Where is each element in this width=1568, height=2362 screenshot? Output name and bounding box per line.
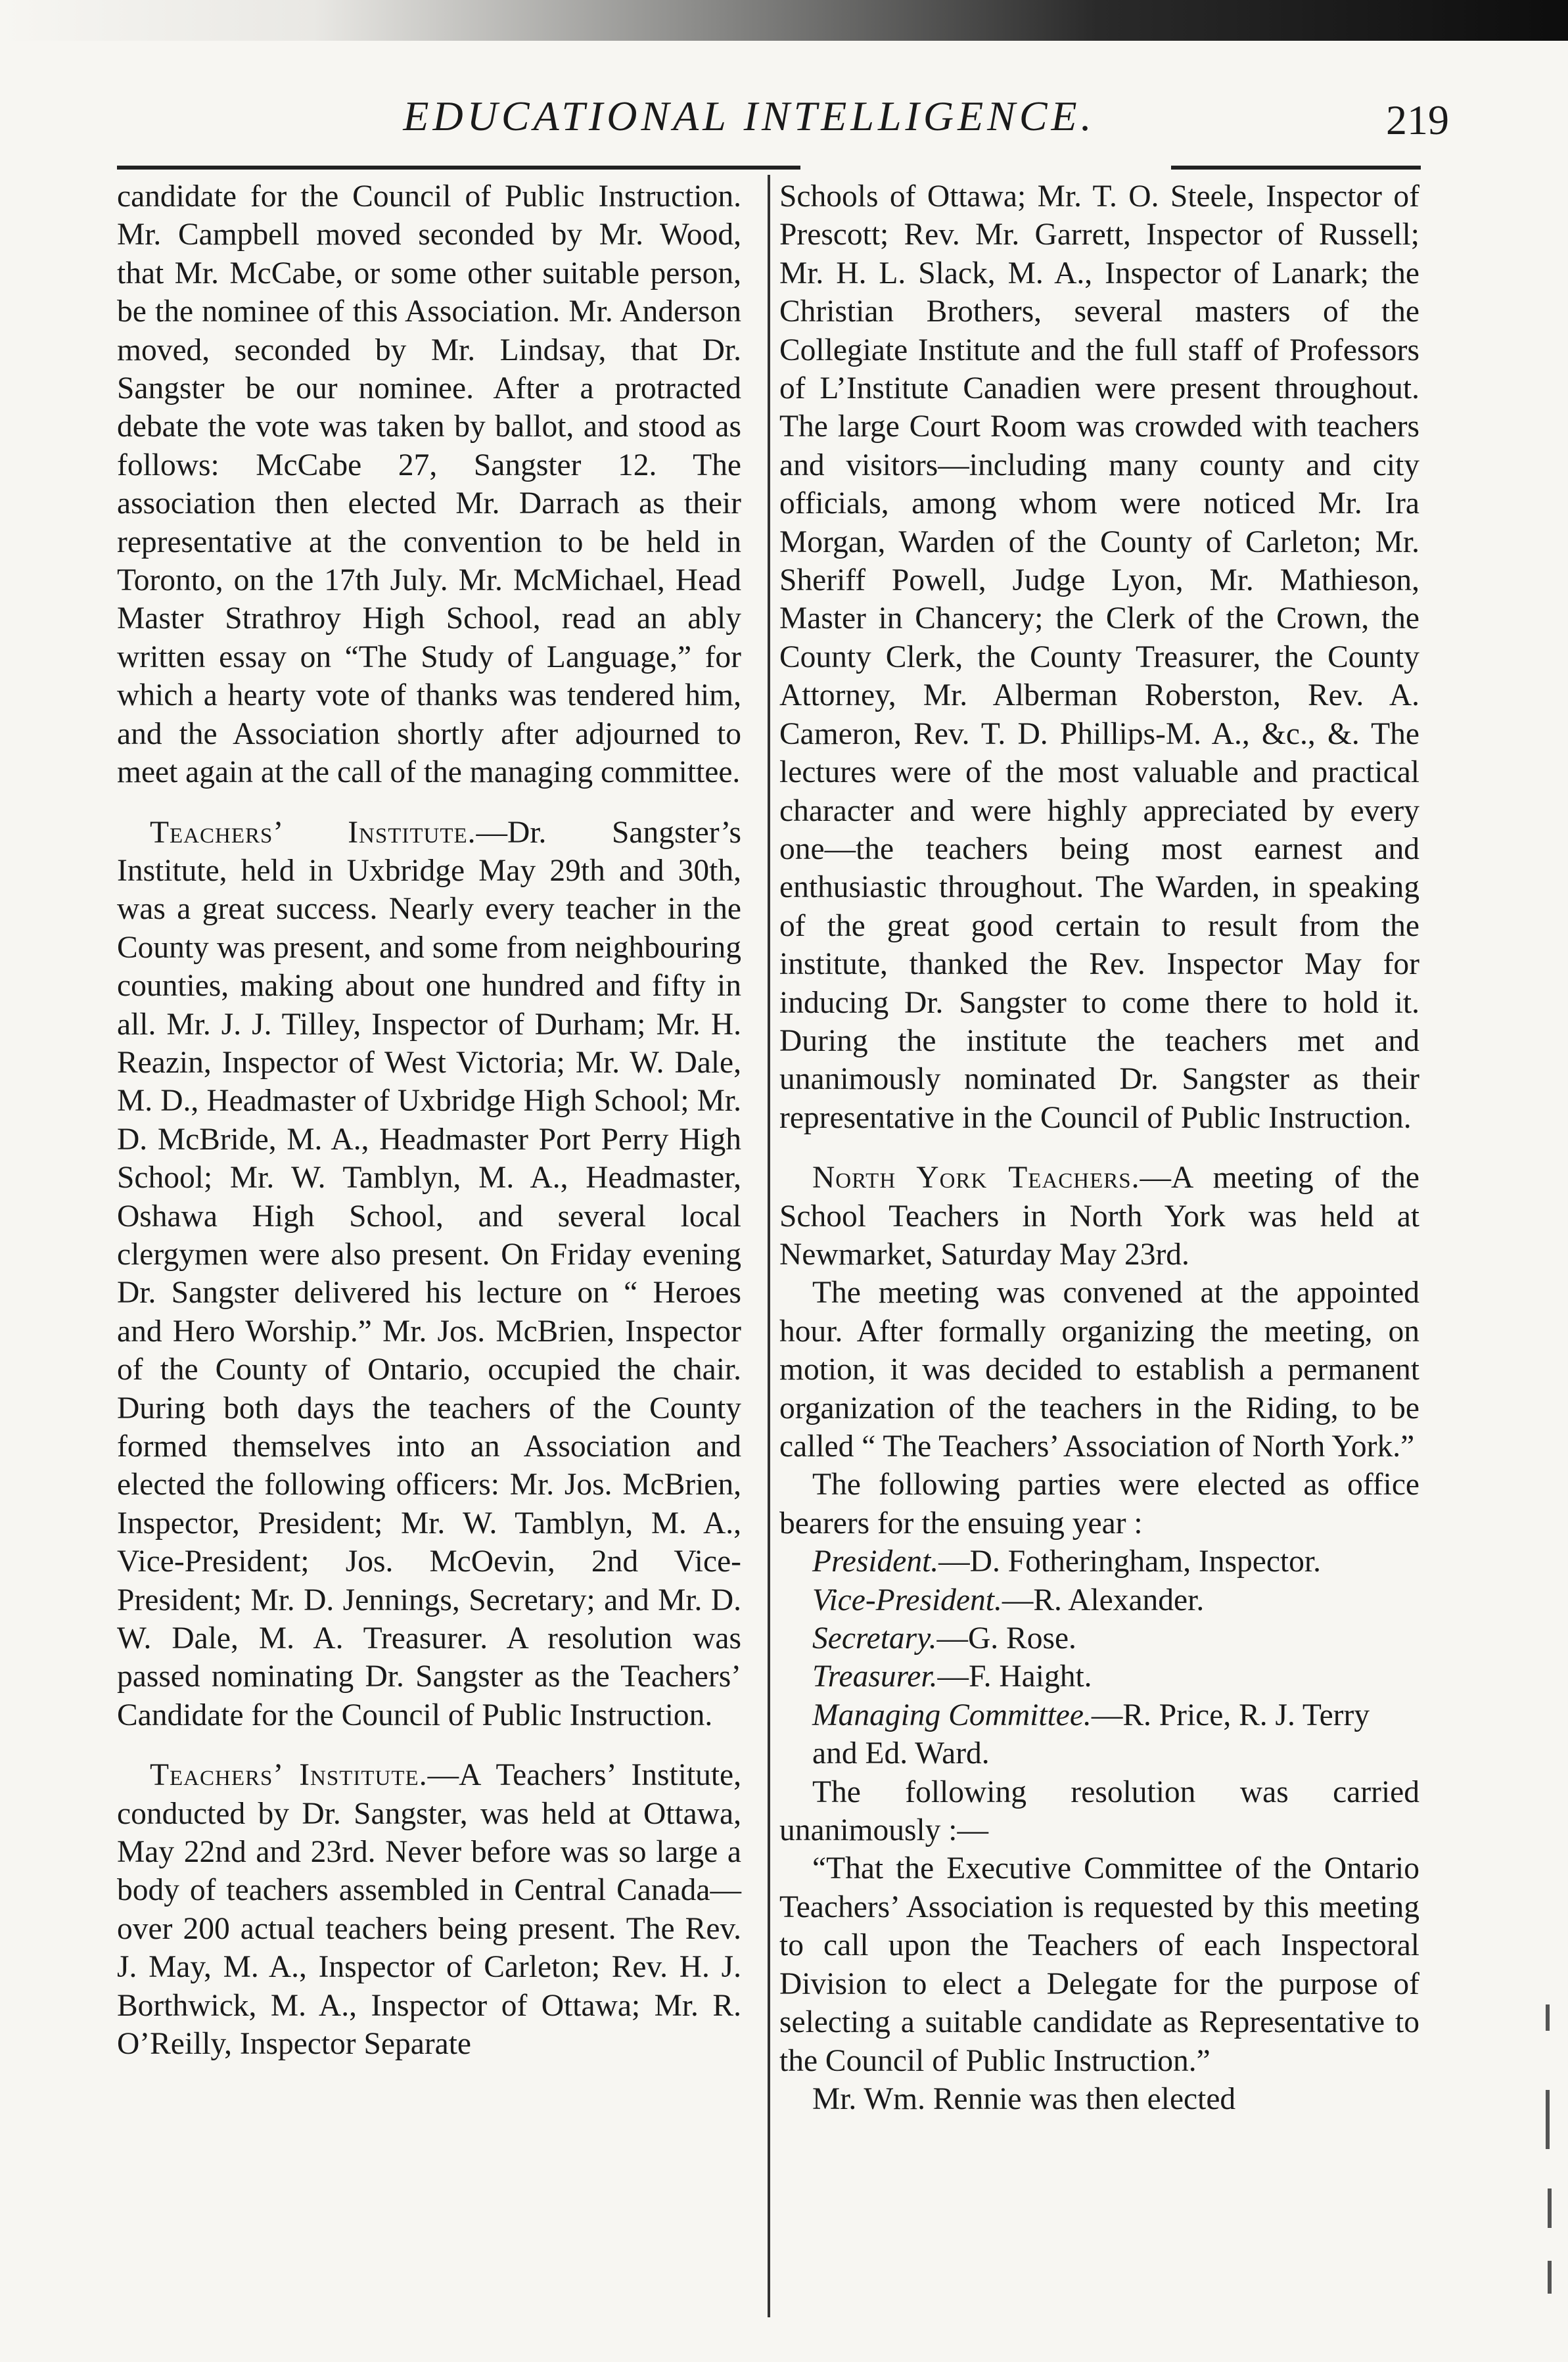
- page-number: 219: [1386, 97, 1449, 143]
- paragraph: [779, 1159, 1419, 1274]
- officer-line: [779, 1696, 1419, 1773]
- paragraph: The meeting was convened at the appointed hour. After formally organizing the meeting, on motion, it was decided to establish a permanent organization of the teachers in the Riding, to be called “ The Teachers’ Association of North York.”: [779, 1276, 1419, 1464]
- officer-role: President.: [812, 1544, 939, 1579]
- paragraph-body: —A Teachers’ Institute, conducted by Dr. Sangster, was held at Ottawa, May 22nd and 23rd. Never before was so large a body of teachers assembled in Central Canada—over 200 actual teachers being present. The Rev. J. May, M. A., Inspector of Carleton; Rev. H. J. Borthwick, M. A., Inspector of Ottawa; Mr. R. O’Reilly, Inspector Separate: [117, 1758, 741, 2062]
- officer-name: —R. Price, R. J. Terry and Ed. Ward.: [812, 1698, 1370, 1771]
- paragraph: The following resolution was carried unanimously :—: [779, 1774, 1419, 1848]
- right-column: [779, 177, 1419, 2118]
- officer-name: —R. Alexander.: [1002, 1583, 1205, 1617]
- officer-line: [779, 1657, 1419, 1696]
- officer-line: [779, 1619, 1419, 1657]
- officer-role: Secretary.: [812, 1621, 937, 1656]
- resolution-quote: “That the Executive Committee of the Ontario Teachers’ Association is requested by this meeting to call upon the Teachers of each Inspectoral Division to elect a Delegate for the purpose of selecting a suitable candidate as Representative to the Council of Public Instruction.”: [779, 1851, 1419, 2078]
- section-heading: Teachers’ Institute.: [150, 1758, 428, 1793]
- officer-name: —G. Rose.: [936, 1621, 1076, 1656]
- officer-role: Treasurer.: [812, 1659, 938, 1694]
- paragraph: Mr. Wm. Rennie was then elected: [812, 2081, 1236, 2116]
- section-heading: Teachers’ Institute.: [150, 815, 476, 850]
- paragraph: candidate for the Council of Public Instruction. Mr. Campbell moved seconded by Mr. Wood, that Mr. McCabe, or some other suitable person, be the nominee of this Association. Mr. Anderson moved, seconded by Mr. Lindsay, that Dr. Sangster be our nominee. After a protracted debate the vote was taken by ballot, and stood as follows: McCabe 27, Sangster 12. The association then elected Mr. Darrach as their representative at the convention to be held in Toronto, on the 17th July. Mr. McMichael, Head Master Strathroy High School, read an ably written essay on “The Study of Language,” for which a hearty vote of thanks was tendered him, and the Association shortly after adjourned to meet again at the call of the managing committee.: [117, 179, 741, 790]
- paragraph: Schools of Ottawa; Mr. T. O. Steele, Inspector of Prescott; Rev. Mr. Garrett, Inspector of Russell; Mr. H. L. Slack, M. A., Inspector of Lanark; the Christian Brothers, several masters of the Collegiate Institute and the full staff of Professors of L’Institute Canadien were present throughout. The large Court Room was crowded with teachers and visitors—including many county and city officials, among whom were noticed Mr. Ira Morgan, Warden of the County of Carleton; Mr. Sheriff Powell, Judge Lyon, Mr. Mathieson, Master in Chancery; the Clerk of the Crown, the County Clerk, the County Treasurer, the County Attorney, Mr. Alberman Roberston, Rev. A. Cameron, Rev. T. D. Phillips-M. A., &c., &. The lectures were of the most valuable and practical character and were highly appreciated by every one—the teachers being most earnest and enthusiastic throughout. The Warden, in speaking of the great good certain to result from the institute, thanked the Rev. Inspector May for inducing Dr. Sangster to come there to hold it. During the institute the teachers met and unanimously nominated Dr. Sangster as their representative in the Council of Public Instruction.: [779, 179, 1419, 1135]
- paragraph: [117, 1756, 741, 2063]
- officer-line: [779, 1581, 1419, 1619]
- header-rule: [1171, 166, 1421, 170]
- paragraph-body: —Dr. Sangster’s Institute, held in Uxbridge May 29th and 30th, was a great success. Nearly every teacher in the County was present, and some from neighbouring counties, making about one hundred and fifty in all. Mr. J. J. Tilley, Inspector of Durham; Mr. H. Reazin, Inspector of West Victoria; Mr. W. Dale, M. D., Headmaster of Uxbridge High School; Mr. D. McBride, M. A., Headmaster Port Perry High School; Mr. W. Tamblyn, M. A., Headmaster, Oshawa High School, and several local clergymen were also present. On Friday evening Dr. Sangster delivered his lecture on “ Heroes and Hero Worship.” Mr. Jos. McBrien, Inspector of the County of Ontario, occupied the chair. During both days the teachers of the County formed themselves into an Association and elected the following officers: Mr. Jos. McBrien, Inspector, President; Mr. W. Tamblyn, M. A., Vice-President; Jos. McOevin, 2nd Vice-President; Mr. D. Jennings, Secretary; and Mr. D. W. Dale, M. A. Treasurer. A resolution was passed nominating Dr. Sangster as the Teachers’ Candidate for the Council of Public Instruction.: [117, 815, 741, 1732]
- running-title: EDUCATIONAL INTELLIGENCE.: [403, 93, 1095, 139]
- paragraph-body: —A meeting of the School Teachers in North York was held at Newmarket, Saturday May 23rd.: [779, 1161, 1419, 1272]
- section-heading: North York Teachers.: [812, 1161, 1140, 1195]
- paragraph: The following parties were elected as office bearers for the ensuing year :: [779, 1468, 1419, 1540]
- paragraph: [117, 814, 741, 1735]
- left-column: [117, 177, 741, 2064]
- officer-role: Vice-President.: [812, 1583, 1002, 1617]
- officer-line: [779, 1542, 1419, 1581]
- column-divider: [768, 175, 770, 2317]
- officer-role: Managing Committee.: [812, 1698, 1092, 1732]
- officer-name: —D. Fotheringham, Inspector.: [938, 1544, 1321, 1579]
- header-rule: [117, 166, 800, 170]
- officer-name: —F. Haight.: [937, 1659, 1092, 1694]
- scan-top-edge: [0, 0, 1568, 41]
